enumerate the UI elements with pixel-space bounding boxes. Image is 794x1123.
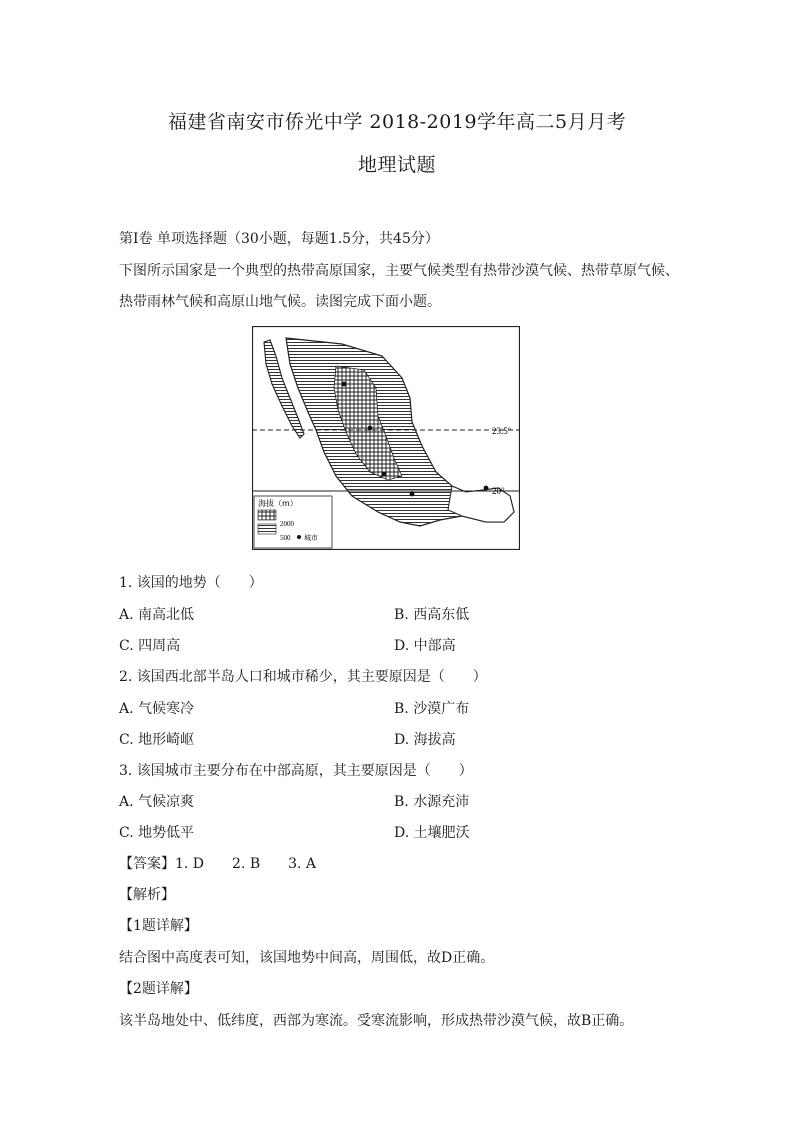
map-figure: [252, 326, 520, 550]
question-2-stem: 2. 该国西北部半岛人口和城市稀少，其主要原因是（ ）: [119, 669, 487, 685]
mexico-elevation-map: [252, 326, 520, 550]
question-3-option-d: D. 土壤肥沃: [394, 825, 470, 841]
analysis-label: 【解析】: [119, 887, 175, 903]
question-1-stem: 1. 该国的地势（ ）: [119, 575, 263, 591]
legend-low-swatch: [258, 524, 276, 534]
question-2-option-b: B. 沙漠广布: [394, 701, 470, 717]
detail-1-label: 【1题详解】: [119, 918, 198, 934]
detail-2-text: 该半岛地处中、低纬度，西部为寒流。受寒流影响，形成热带沙漠气候，故B正确。: [119, 1013, 634, 1029]
question-1-option-b: B. 西高东低: [394, 607, 470, 623]
city-dot: [484, 486, 489, 491]
legend-high-swatch: [258, 510, 276, 520]
detail-2-label: 【2题详解】: [119, 981, 198, 997]
city-dot: [368, 426, 373, 431]
question-2-option-c: C. 地形崎岖: [119, 732, 195, 748]
legend-city-dot: [297, 535, 301, 539]
city-dot: [410, 492, 415, 497]
intro-line-1: 下图所示国家是一个典型的热带高原国家，主要气候类型有热带沙漠气候、热带草原气候、: [119, 263, 679, 279]
question-2-option-a: A. 气候寒冷: [119, 701, 195, 717]
question-3-stem: 3. 该国城市主要分布在中部高原，其主要原因是（ ）: [119, 763, 473, 779]
question-1-option-d: D. 中部高: [394, 638, 456, 654]
legend-low-label: 500: [280, 534, 291, 542]
legend-title: 海拔（m）: [258, 499, 298, 508]
detail-1-text: 结合图中高度表可知，该国地势中间高，周围低，故D正确。: [119, 950, 495, 966]
lat-label-upper: 23.5°: [492, 426, 512, 436]
question-1-option-c: C. 四周高: [119, 638, 181, 654]
intro-line-2: 热带雨林气候和高原山地气候。读图完成下面小题。: [119, 294, 441, 310]
section-heading: 第Ⅰ卷 单项选择题（30小题，每题1.5分，共45分）: [119, 231, 439, 247]
city-dot: [342, 382, 347, 387]
question-3-option-a: A. 气候凉爽: [119, 794, 195, 810]
legend-high-label: 2000: [280, 520, 294, 528]
legend-city-label: 城市: [304, 534, 318, 542]
question-2-option-d: D. 海拔高: [394, 732, 456, 748]
question-3-option-c: C. 地势低平: [119, 825, 195, 841]
document-title: 福建省南安市侨光中学 2018-2019学年高二5月月考: [167, 111, 627, 133]
question-3-option-b: B. 水源充沛: [394, 794, 470, 810]
city-dot: [382, 472, 387, 477]
lat-label-lower: 20°: [492, 486, 505, 496]
question-1-option-a: A. 南高北低: [119, 607, 195, 623]
answer-line: 【答案】1. D 2. B 3. A: [119, 856, 317, 872]
document-subtitle: 地理试题: [357, 154, 436, 176]
